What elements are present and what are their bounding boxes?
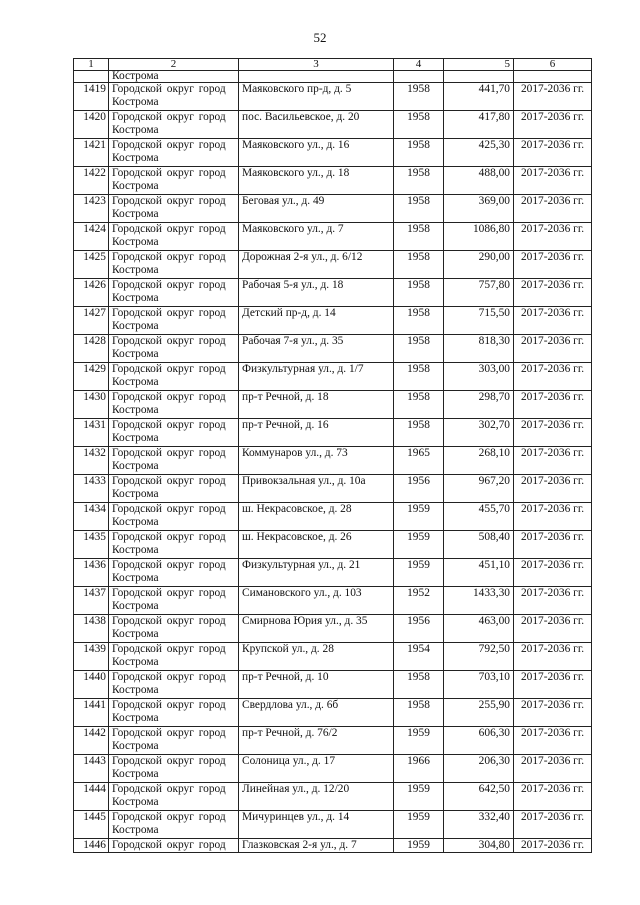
period-cell: 2017-2036 гг.	[514, 727, 592, 755]
municipality-cell-text: Городской округ город Кострома	[112, 671, 226, 696]
area-cell: 757,80	[444, 279, 514, 307]
table-row	[74, 755, 592, 783]
row-number-cell: 1422	[74, 167, 109, 195]
address-cell-text: Рабочая 7-я ул., д. 35	[242, 335, 344, 347]
address-cell-text: Смирнова Юрия ул., д. 35	[242, 615, 368, 627]
continuation-empty-cell	[444, 71, 514, 83]
column-header-row	[74, 59, 592, 71]
address-cell-text: ш. Некрасовское, д. 28	[242, 503, 352, 515]
municipality-cell	[109, 251, 239, 279]
address-cell-text: пр-т Речной, д. 16	[242, 419, 329, 431]
row-number-cell: 1439	[74, 643, 109, 671]
table-row	[74, 391, 592, 419]
area-cell: 206,30	[444, 755, 514, 783]
address-cell	[239, 643, 394, 671]
period-cell: 2017-2036 гг.	[514, 643, 592, 671]
address-cell	[239, 167, 394, 195]
municipality-cell-text: Городской округ город Кострома	[112, 279, 226, 304]
continuation-row	[74, 71, 592, 83]
table-row	[74, 811, 592, 839]
period-cell: 2017-2036 гг.	[514, 811, 592, 839]
continuation-empty-cell	[394, 71, 444, 83]
row-number-cell: 1431	[74, 419, 109, 447]
continuation-empty-cell	[514, 71, 592, 83]
municipality-cell	[109, 195, 239, 223]
address-cell	[239, 671, 394, 699]
period-cell: 2017-2036 гг.	[514, 503, 592, 531]
address-cell-text: Физкультурная ул., д. 21	[242, 559, 361, 571]
row-number-cell: 1419	[74, 83, 109, 111]
municipality-cell-text: Городской округ город Кострома	[112, 727, 226, 752]
area-cell: 451,10	[444, 559, 514, 587]
year-cell: 1959	[394, 531, 444, 559]
area-cell: 792,50	[444, 643, 514, 671]
area-cell: 1433,30	[444, 587, 514, 615]
period-cell: 2017-2036 гг.	[514, 335, 592, 363]
table-row	[74, 475, 592, 503]
municipality-cell-text: Городской округ город Кострома	[112, 391, 226, 416]
address-cell-text: Привокзальная ул., д. 10а	[242, 475, 366, 487]
year-cell: 1959	[394, 727, 444, 755]
address-cell	[239, 559, 394, 587]
period-cell: 2017-2036 гг.	[514, 83, 592, 111]
table-row	[74, 615, 592, 643]
year-cell: 1958	[394, 335, 444, 363]
address-cell	[239, 699, 394, 727]
table-row	[74, 587, 592, 615]
address-cell-text: Свердлова ул., д. 6б	[242, 699, 339, 711]
address-cell	[239, 279, 394, 307]
municipality-cell-text: Городской округ город Кострома	[112, 699, 226, 724]
year-cell: 1958	[394, 699, 444, 727]
municipality-cell-text: Городской округ город Кострома	[112, 223, 226, 248]
municipality-cell	[109, 139, 239, 167]
period-cell: 2017-2036 гг.	[514, 475, 592, 503]
municipality-cell	[109, 643, 239, 671]
municipality-cell	[109, 671, 239, 699]
municipality-cell	[109, 755, 239, 783]
page-number: 52	[313, 30, 327, 45]
municipality-cell-text: Городской округ город Кострома	[112, 335, 226, 360]
address-cell	[239, 419, 394, 447]
municipality-cell-text: Городской округ город Кострома	[112, 811, 226, 836]
area-cell: 1086,80	[444, 223, 514, 251]
period-cell: 2017-2036 гг.	[514, 419, 592, 447]
address-cell-text: пр-т Речной, д. 76/2	[242, 727, 338, 739]
address-cell	[239, 307, 394, 335]
area-cell: 298,70	[444, 391, 514, 419]
municipality-cell	[109, 335, 239, 363]
period-cell: 2017-2036 гг.	[514, 699, 592, 727]
municipality-cell-text: Городской округ город Кострома	[112, 111, 226, 136]
row-number-cell: 1423	[74, 195, 109, 223]
table-row	[74, 699, 592, 727]
row-number-cell: 1437	[74, 587, 109, 615]
row-number-cell: 1445	[74, 811, 109, 839]
year-cell: 1965	[394, 447, 444, 475]
row-number-cell: 1425	[74, 251, 109, 279]
year-cell: 1958	[394, 307, 444, 335]
municipality-cell-text: Городской округ город Кострома	[112, 503, 226, 528]
table-row	[74, 223, 592, 251]
area-cell: 290,00	[444, 251, 514, 279]
area-cell: 703,10	[444, 671, 514, 699]
area-cell: 303,00	[444, 363, 514, 391]
table-row	[74, 251, 592, 279]
column-header-5: 5	[444, 59, 514, 71]
address-cell	[239, 335, 394, 363]
table-row	[74, 111, 592, 139]
address-cell-text: Беговая ул., д. 49	[242, 195, 325, 207]
table-row	[74, 727, 592, 755]
row-number-cell: 1436	[74, 559, 109, 587]
row-number-cell: 1430	[74, 391, 109, 419]
address-cell	[239, 531, 394, 559]
municipality-cell	[109, 727, 239, 755]
address-cell-text: Глазковская 2-я ул., д. 7	[242, 839, 357, 851]
year-cell: 1958	[394, 111, 444, 139]
municipality-cell	[109, 167, 239, 195]
table-row	[74, 419, 592, 447]
year-cell: 1959	[394, 839, 444, 853]
period-cell: 2017-2036 гг.	[514, 223, 592, 251]
address-cell	[239, 503, 394, 531]
address-cell-text: Коммунаров ул., д. 73	[242, 447, 348, 459]
address-cell	[239, 195, 394, 223]
table-row	[74, 783, 592, 811]
table-row	[74, 671, 592, 699]
continuation-municipality-cell: Кострома	[109, 71, 239, 83]
municipality-cell	[109, 111, 239, 139]
address-cell	[239, 111, 394, 139]
period-cell: 2017-2036 гг.	[514, 279, 592, 307]
table-row	[74, 531, 592, 559]
municipality-cell	[109, 83, 239, 111]
period-cell: 2017-2036 гг.	[514, 559, 592, 587]
municipality-cell	[109, 699, 239, 727]
address-cell-text: ш. Некрасовское, д. 26	[242, 531, 352, 543]
address-cell	[239, 587, 394, 615]
area-cell: 715,50	[444, 307, 514, 335]
year-cell: 1958	[394, 167, 444, 195]
year-cell: 1958	[394, 139, 444, 167]
municipality-cell	[109, 363, 239, 391]
municipality-cell-text: Городской округ город Кострома	[112, 587, 226, 612]
housing-registry-table	[73, 58, 592, 853]
municipality-cell	[109, 811, 239, 839]
municipality-cell	[109, 279, 239, 307]
year-cell: 1959	[394, 503, 444, 531]
area-cell: 488,00	[444, 167, 514, 195]
area-cell: 425,30	[444, 139, 514, 167]
table-row	[74, 363, 592, 391]
row-number-cell: 1443	[74, 755, 109, 783]
area-cell: 302,70	[444, 419, 514, 447]
table-row	[74, 447, 592, 475]
address-cell	[239, 811, 394, 839]
municipality-cell-text: Городской округ город Кострома	[112, 419, 226, 444]
municipality-cell-text: Городской округ город Кострома	[112, 531, 226, 556]
row-number-cell: 1433	[74, 475, 109, 503]
year-cell: 1958	[394, 279, 444, 307]
municipality-cell-text: Городской округ город Кострома	[112, 643, 226, 668]
row-number-cell: 1442	[74, 727, 109, 755]
address-cell-text: пр-т Речной, д. 18	[242, 391, 329, 403]
period-cell: 2017-2036 гг.	[514, 587, 592, 615]
table-row	[74, 503, 592, 531]
address-cell-text: Маяковского ул., д. 7	[242, 223, 344, 235]
address-cell	[239, 475, 394, 503]
municipality-cell-text: Городской округ город Кострома	[112, 755, 226, 780]
period-cell: 2017-2036 гг.	[514, 671, 592, 699]
municipality-cell	[109, 447, 239, 475]
municipality-cell-text: Городской округ город Кострома	[112, 195, 226, 220]
address-cell	[239, 615, 394, 643]
address-cell-text: пос. Васильевское, д. 20	[242, 111, 360, 123]
period-cell: 2017-2036 гг.	[514, 755, 592, 783]
address-cell	[239, 83, 394, 111]
municipality-cell	[109, 531, 239, 559]
municipality-cell-text: Городской округ город Кострома	[112, 475, 226, 500]
address-cell-text: пр-т Речной, д. 10	[242, 671, 329, 683]
row-number-cell: 1421	[74, 139, 109, 167]
municipality-cell-text: Городской округ город Кострома	[112, 783, 226, 808]
municipality-cell	[109, 559, 239, 587]
row-number-cell: 1435	[74, 531, 109, 559]
area-cell: 818,30	[444, 335, 514, 363]
area-cell: 255,90	[444, 699, 514, 727]
area-cell: 967,20	[444, 475, 514, 503]
row-number-cell: 1426	[74, 279, 109, 307]
row-number-cell: 1427	[74, 307, 109, 335]
year-cell: 1958	[394, 391, 444, 419]
address-cell-text: Маяковского пр-д, д. 5	[242, 83, 352, 95]
address-cell-text: Симановского ул., д. 103	[242, 587, 362, 599]
address-cell	[239, 755, 394, 783]
address-cell	[239, 783, 394, 811]
area-cell: 332,40	[444, 811, 514, 839]
year-cell: 1958	[394, 223, 444, 251]
address-cell	[239, 839, 394, 853]
year-cell: 1958	[394, 83, 444, 111]
municipality-cell	[109, 391, 239, 419]
municipality-cell	[109, 307, 239, 335]
municipality-cell	[109, 783, 239, 811]
year-cell: 1958	[394, 195, 444, 223]
municipality-cell	[109, 419, 239, 447]
period-cell: 2017-2036 гг.	[514, 783, 592, 811]
year-cell: 1954	[394, 643, 444, 671]
table-row	[74, 839, 592, 853]
row-number-cell: 1444	[74, 783, 109, 811]
area-cell: 441,70	[444, 83, 514, 111]
row-number-cell: 1432	[74, 447, 109, 475]
period-cell: 2017-2036 гг.	[514, 447, 592, 475]
table-row	[74, 195, 592, 223]
period-cell: 2017-2036 гг.	[514, 195, 592, 223]
year-cell: 1956	[394, 475, 444, 503]
year-cell: 1958	[394, 671, 444, 699]
row-number-cell: 1428	[74, 335, 109, 363]
table-row	[74, 167, 592, 195]
year-cell: 1958	[394, 419, 444, 447]
year-cell: 1958	[394, 251, 444, 279]
municipality-cell-text: Городской округ город Кострома	[112, 251, 226, 276]
column-header-3: 3	[239, 59, 394, 71]
table-row	[74, 307, 592, 335]
period-cell: 2017-2036 гг.	[514, 139, 592, 167]
area-cell: 268,10	[444, 447, 514, 475]
address-cell-text: Маяковского ул., д. 18	[242, 167, 350, 179]
column-header-4: 4	[394, 59, 444, 71]
year-cell: 1959	[394, 811, 444, 839]
period-cell: 2017-2036 гг.	[514, 363, 592, 391]
row-number-cell: 1440	[74, 671, 109, 699]
column-header-6: 6	[514, 59, 592, 71]
table-row	[74, 559, 592, 587]
period-cell: 2017-2036 гг.	[514, 615, 592, 643]
address-cell-text: Крупской ул., д. 28	[242, 643, 334, 655]
row-number-cell: 1446	[74, 839, 109, 853]
address-cell-text: Линейная ул., д. 12/20	[242, 783, 350, 795]
address-cell-text: Физкультурная ул., д. 1/7	[242, 363, 364, 375]
municipality-cell-text: Городской округ город Кострома	[112, 363, 226, 388]
year-cell: 1952	[394, 587, 444, 615]
address-cell	[239, 727, 394, 755]
area-cell: 455,70	[444, 503, 514, 531]
municipality-cell	[109, 475, 239, 503]
period-cell: 2017-2036 гг.	[514, 167, 592, 195]
address-cell-text: Детский пр-д, д. 14	[242, 307, 336, 319]
address-cell-text: Мичуринцев ул., д. 14	[242, 811, 350, 823]
municipality-cell	[109, 839, 239, 853]
area-cell: 417,80	[444, 111, 514, 139]
row-number-cell: 1424	[74, 223, 109, 251]
address-cell	[239, 139, 394, 167]
row-number-cell: 1429	[74, 363, 109, 391]
area-cell: 304,80	[444, 839, 514, 853]
continuation-empty-cell	[239, 71, 394, 83]
municipality-cell-text: Городской округ город Кострома	[112, 167, 226, 192]
row-number-cell: 1420	[74, 111, 109, 139]
period-cell: 2017-2036 гг.	[514, 251, 592, 279]
period-cell: 2017-2036 гг.	[514, 839, 592, 853]
table-row	[74, 643, 592, 671]
table-row	[74, 335, 592, 363]
year-cell: 1966	[394, 755, 444, 783]
municipality-cell	[109, 587, 239, 615]
address-cell	[239, 447, 394, 475]
year-cell: 1956	[394, 615, 444, 643]
area-cell: 463,00	[444, 615, 514, 643]
address-cell-text: Рабочая 5-я ул., д. 18	[242, 279, 344, 291]
year-cell: 1959	[394, 783, 444, 811]
municipality-cell	[109, 615, 239, 643]
year-cell: 1959	[394, 559, 444, 587]
address-cell	[239, 251, 394, 279]
municipality-cell-text: Городской округ город Кострома	[112, 139, 226, 164]
column-header-2: 2	[109, 59, 239, 71]
period-cell: 2017-2036 гг.	[514, 391, 592, 419]
period-cell: 2017-2036 гг.	[514, 531, 592, 559]
table-row	[74, 139, 592, 167]
address-cell-text: Солоница ул., д. 17	[242, 755, 336, 767]
municipality-cell-text: Городской округ город Кострома	[112, 615, 226, 640]
table-row	[74, 279, 592, 307]
address-cell-text: Маяковского ул., д. 16	[242, 139, 350, 151]
continuation-empty-cell	[74, 71, 109, 83]
municipality-cell-text: Городской округ город Кострома	[112, 83, 226, 108]
municipality-cell	[109, 503, 239, 531]
period-cell: 2017-2036 гг.	[514, 111, 592, 139]
area-cell: 508,40	[444, 531, 514, 559]
row-number-cell: 1434	[74, 503, 109, 531]
municipality-cell-text: Городской округ город Кострома	[112, 559, 226, 584]
address-cell	[239, 363, 394, 391]
area-cell: 642,50	[444, 783, 514, 811]
address-cell-text: Дорожная 2-я ул., д. 6/12	[242, 251, 363, 263]
period-cell: 2017-2036 гг.	[514, 307, 592, 335]
address-cell	[239, 391, 394, 419]
area-cell: 606,30	[444, 727, 514, 755]
municipality-cell-text: Городской округ город Кострома	[112, 307, 226, 332]
row-number-cell: 1438	[74, 615, 109, 643]
table-row	[74, 83, 592, 111]
area-cell: 369,00	[444, 195, 514, 223]
row-number-cell: 1441	[74, 699, 109, 727]
address-cell	[239, 223, 394, 251]
municipality-cell	[109, 223, 239, 251]
municipality-cell-text: Городской округ город Кострома	[112, 447, 226, 472]
year-cell: 1958	[394, 363, 444, 391]
municipality-cell-text: Городской округ город	[112, 839, 226, 851]
column-header-1: 1	[74, 59, 109, 71]
